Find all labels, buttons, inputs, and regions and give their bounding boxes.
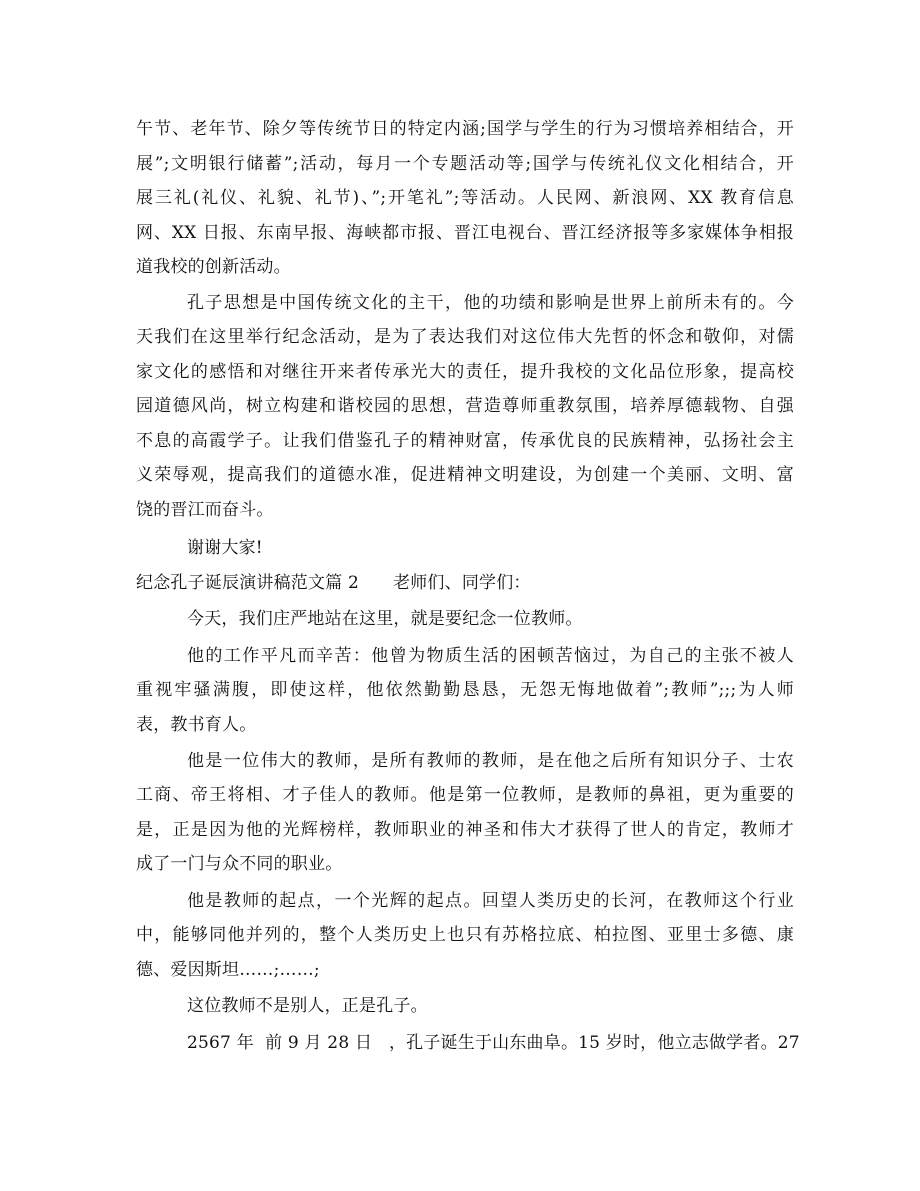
text-line: 成了一门与众不同的职业。 <box>136 854 343 874</box>
text-line: 不息的高霞学子。让我们借鉴孔子的精神财富，传承优良的民族精神，弘扬社会主 <box>136 431 794 451</box>
text-line: 今天，我们庄严地站在这里，就是要纪念一位教师。 <box>187 609 583 629</box>
text-line: 道我校的创新活动。 <box>136 257 291 277</box>
text-line: 天我们在这里举行纪念活动，是为了表达我们对这位伟大先哲的怀念和敬仰，对儒 <box>136 327 794 347</box>
text-line: 午节、老年节、除夕等传统节日的特定内涵;国学与学生的行为习惯培养相结合，开 <box>136 119 794 139</box>
text-line: 这位教师不是别人，正是孔子。 <box>187 996 428 1016</box>
text-line: 他是一位伟大的教师，是所有教师的教师，是在他之后所有知识分子、士农 <box>187 751 794 771</box>
text-line: 孔子思想是中国传统文化的主干，他的功绩和影响是世界上前所未有的。今 <box>187 293 794 313</box>
text-line: 展”;文明银行储蓄”;活动，每月一个专题活动等;国学与传统礼仪文化相结合，开 <box>136 154 794 174</box>
text-line: 2567 年 前 9 月 28 日 ，孔子诞生于山东曲阜。15 岁时，他立志做学者。27 <box>187 1033 800 1053</box>
section-heading <box>136 572 531 594</box>
section-title: 纪念孔子诞辰演讲稿范文篇 2 <box>136 573 360 593</box>
greeting: 老师们、同学们： <box>393 573 531 593</box>
text-line: 是，正是因为他的光辉榜样，教师职业的神圣和伟大才获得了世人的肯定，教师才 <box>136 820 794 840</box>
text-line: 他的工作平凡而辛苦：他曾为物质生活的困顿苦恼过，为自己的主张不被人 <box>187 646 794 666</box>
text-line: 他是教师的起点，一个光辉的起点。回望人类历史的长河，在教师这个行业 <box>187 891 794 911</box>
text-line: 网、XX 日报、东南早报、海峡都市报、晋江电视台、晋江经济报等多家媒体争相报 <box>136 223 794 243</box>
text-line: 谢谢大家! <box>187 538 263 558</box>
text-line: 园道德风尚，树立构建和谐校园的思想，营造尊师重教氛围，培养厚德载物、自强 <box>136 396 794 416</box>
text-line: 表，教书育人。 <box>136 715 257 735</box>
text-line: 中，能够同他并列的，整个人类历史上也只有苏格拉底、柏拉图、亚里士多德、康 <box>136 925 794 945</box>
text-line: 德、爱因斯坦……;……; <box>136 960 320 980</box>
text-line: 重视牢骚满腹，即使这样，他依然勤勤恳恳，无怨无悔地做着”;教师”;;;为人师 <box>136 680 794 700</box>
text-line: 展三礼(礼仪、礼貌、礼节)、”;开笔礼”;等活动。人民网、新浪网、XX 教育信息 <box>136 188 794 208</box>
text-line: 工商、帝王将相、才子佳人的教师。他是第一位教师，是教师的鼻祖，更为重要的 <box>136 785 794 805</box>
text-line: 饶的晋江而奋斗。 <box>136 500 274 520</box>
text-line: 义荣辱观，提高我们的道德水准，促进精神文明建设，为创建一个美丽、文明、富 <box>136 465 794 485</box>
text-line: 家文化的感悟和对继往开来者传承光大的责任，提升我校的文化品位形象，提高校 <box>136 362 794 382</box>
